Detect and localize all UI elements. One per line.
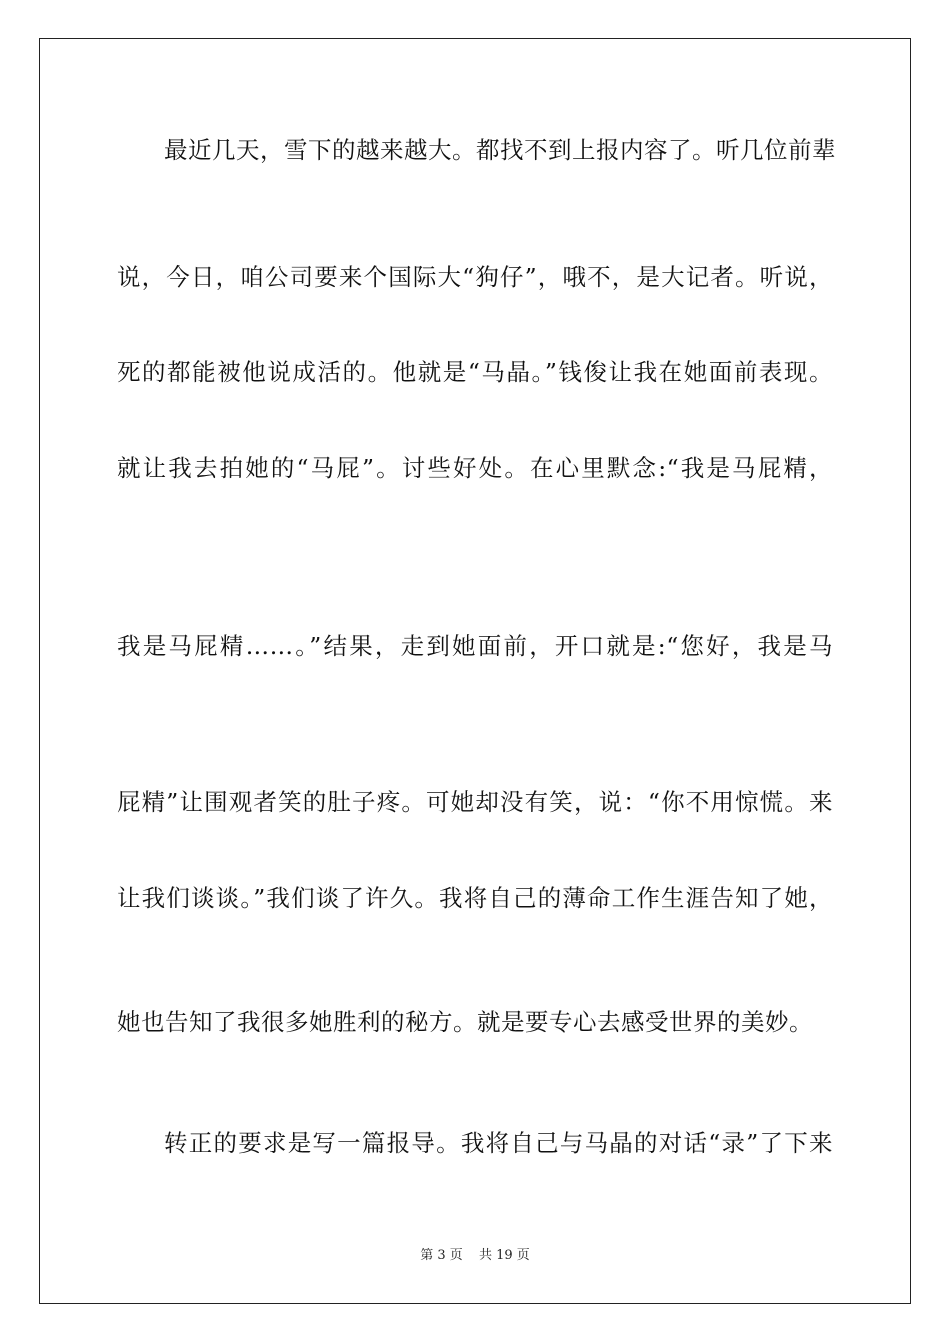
paragraph-line: 死的都能被他说成活的。他就是“马晶。”钱俊让我在她面前表现。 xyxy=(117,358,833,386)
page-total: 共 19 页 xyxy=(478,1248,530,1263)
paragraph-line: 她也告知了我很多她胜利的秘方。就是要专心去感受世界的美妙。 xyxy=(117,1008,813,1036)
paragraph-line: 说，今日，咱公司要来个国际大“狗仔”，哦不，是大记者。听说， xyxy=(117,263,833,291)
paragraph-line: 就让我去拍她的“马屁”。讨些好处。在心里默念:“我是马屁精， xyxy=(117,454,833,482)
paragraph-line: 最近几天，雪下的越来越大。都找不到上报内容了。听几位前辈 xyxy=(164,136,836,164)
page-border xyxy=(39,38,911,1304)
paragraph-line: 转正的要求是写一篇报导。我将自己与马晶的对话“录”了下来 xyxy=(164,1129,833,1157)
paragraph-line: 让我们谈谈。”我们谈了许久。我将自己的薄命工作生涯告知了她， xyxy=(117,884,833,912)
page-number: 第 3 页 xyxy=(420,1248,463,1263)
page-footer xyxy=(0,1246,950,1266)
paragraph-line: 我是马屁精……。”结果，走到她面前，开口就是:“您好，我是马 xyxy=(117,632,833,660)
paragraph-line: 屁精”让围观者笑的肚子疼。可她却没有笑，说：“你不用惊慌。来 xyxy=(117,788,833,816)
